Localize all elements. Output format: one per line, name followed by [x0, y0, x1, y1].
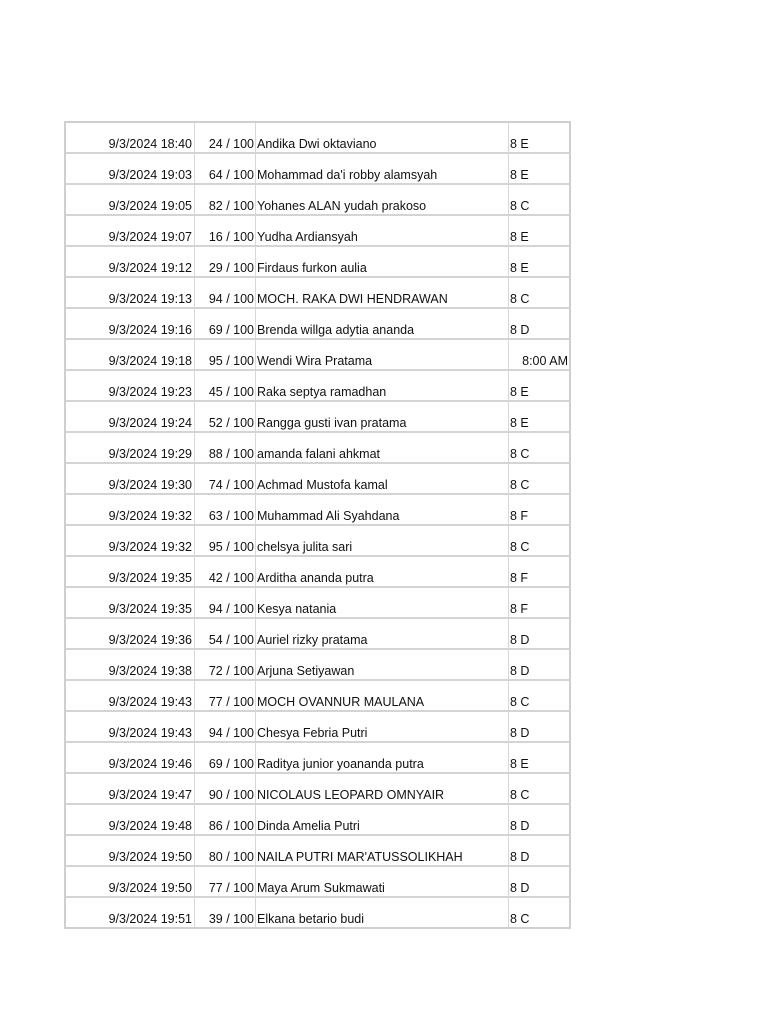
- student-name-cell[interactable]: MOCH. RAKA DWI HENDRAWAN: [256, 278, 509, 307]
- score-cell[interactable]: 90 / 100: [195, 774, 256, 803]
- student-name-cell[interactable]: Raka septya ramadhan: [256, 371, 509, 400]
- student-name-cell[interactable]: Muhammad Ali Syahdana: [256, 495, 509, 524]
- timestamp-cell[interactable]: 9/3/2024 19:29: [66, 433, 195, 462]
- class-cell[interactable]: 8 D: [510, 664, 530, 678]
- table-row: [66, 805, 569, 836]
- table-row: [66, 867, 569, 898]
- table-row: [66, 712, 569, 743]
- timestamp-cell[interactable]: 9/3/2024 19:32: [66, 495, 195, 524]
- score-cell[interactable]: 24 / 100: [195, 123, 256, 152]
- table-row: [66, 216, 569, 247]
- score-cell[interactable]: 74 / 100: [195, 464, 256, 493]
- score-cell[interactable]: 77 / 100: [195, 681, 256, 710]
- table-row: [66, 154, 569, 185]
- timestamp-cell[interactable]: 9/3/2024 19:35: [66, 557, 195, 586]
- student-name-cell[interactable]: Dinda Amelia Putri: [256, 805, 509, 834]
- table-row: [66, 340, 569, 371]
- table-row: [66, 309, 569, 340]
- class-cell[interactable]: 8 E: [510, 137, 529, 151]
- class-cell[interactable]: 8 E: [510, 385, 529, 399]
- timestamp-cell[interactable]: 9/3/2024 19:24: [66, 402, 195, 431]
- table-row: [66, 898, 569, 929]
- table-row: [66, 650, 569, 681]
- table-row: [66, 464, 569, 495]
- timestamp-cell[interactable]: 9/3/2024 19:18: [66, 340, 195, 369]
- score-cell[interactable]: 77 / 100: [195, 867, 256, 896]
- student-name-cell[interactable]: Yudha Ardiansyah: [256, 216, 509, 245]
- class-cell[interactable]: 8 C: [510, 695, 530, 709]
- class-cell[interactable]: 8 E: [510, 168, 529, 182]
- timestamp-cell[interactable]: 9/3/2024 19:47: [66, 774, 195, 803]
- score-cell[interactable]: 72 / 100: [195, 650, 256, 679]
- table-row: [66, 278, 569, 309]
- student-name-cell[interactable]: Brenda willga adytia ananda: [256, 309, 509, 338]
- table-row: [66, 557, 569, 588]
- table-row: [66, 402, 569, 433]
- class-cell[interactable]: 8 D: [510, 881, 530, 895]
- timestamp-cell[interactable]: 9/3/2024 19:48: [66, 805, 195, 834]
- class-cell[interactable]: 8 C: [510, 912, 530, 926]
- class-cell[interactable]: 8 C: [510, 447, 530, 461]
- timestamp-cell[interactable]: 9/3/2024 19:07: [66, 216, 195, 245]
- timestamp-cell[interactable]: 9/3/2024 19:43: [66, 681, 195, 710]
- score-cell[interactable]: 52 / 100: [195, 402, 256, 431]
- timestamp-cell[interactable]: 9/3/2024 19:38: [66, 650, 195, 679]
- timestamp-cell[interactable]: 9/3/2024 19:51: [66, 898, 195, 927]
- score-cell[interactable]: 69 / 100: [195, 309, 256, 338]
- score-cell[interactable]: 94 / 100: [195, 278, 256, 307]
- student-name-cell[interactable]: Auriel rizky pratama: [256, 619, 509, 648]
- timestamp-cell[interactable]: 9/3/2024 19:12: [66, 247, 195, 276]
- timestamp-cell[interactable]: 9/3/2024 19:36: [66, 619, 195, 648]
- score-cell[interactable]: 88 / 100: [195, 433, 256, 462]
- table-row: [66, 743, 569, 774]
- score-cell[interactable]: 69 / 100: [195, 743, 256, 772]
- class-cell[interactable]: 8 E: [510, 757, 529, 771]
- class-cell[interactable]: 8 C: [510, 478, 530, 492]
- student-name-cell[interactable]: Wendi Wira Pratama: [256, 340, 509, 369]
- student-name-cell[interactable]: NAILA PUTRI MAR'ATUSSOLIKHAH: [256, 836, 509, 865]
- score-cell[interactable]: 82 / 100: [195, 185, 256, 214]
- table-row: [66, 185, 569, 216]
- student-name-cell[interactable]: Achmad Mustofa kamal: [256, 464, 509, 493]
- table-row: [66, 526, 569, 557]
- student-name-cell[interactable]: Raditya junior yoananda putra: [256, 743, 509, 772]
- timestamp-cell[interactable]: 9/3/2024 19:13: [66, 278, 195, 307]
- class-cell[interactable]: 8 F: [510, 509, 529, 523]
- timestamp-cell[interactable]: 9/3/2024 19:30: [66, 464, 195, 493]
- score-cell[interactable]: 64 / 100: [195, 154, 256, 183]
- timestamp-cell[interactable]: 9/3/2024 19:50: [66, 867, 195, 896]
- student-name-cell[interactable]: Maya Arum Sukmawati: [256, 867, 509, 896]
- score-cell[interactable]: 39 / 100: [195, 898, 256, 927]
- table-row: [66, 836, 569, 867]
- table-row: [66, 774, 569, 805]
- timestamp-cell[interactable]: 9/3/2024 19:03: [66, 154, 195, 183]
- timestamp-cell[interactable]: 9/3/2024 19:23: [66, 371, 195, 400]
- timestamp-cell[interactable]: 9/3/2024 19:50: [66, 836, 195, 865]
- class-cell[interactable]: 8 E: [510, 230, 529, 244]
- class-cell[interactable]: 8 C: [510, 199, 530, 213]
- class-cell[interactable]: 8 C: [510, 292, 530, 306]
- student-name-cell[interactable]: Yohanes ALAN yudah prakoso: [256, 185, 509, 214]
- table-row: [66, 619, 569, 650]
- student-name-cell[interactable]: amanda falani ahkmat: [256, 433, 509, 462]
- table-row: [66, 681, 569, 712]
- score-cell[interactable]: 16 / 100: [195, 216, 256, 245]
- class-cell[interactable]: 8 D: [510, 819, 530, 833]
- score-cell[interactable]: 94 / 100: [195, 588, 256, 617]
- score-cell[interactable]: 95 / 100: [195, 340, 256, 369]
- student-name-cell[interactable]: Elkana betario budi: [256, 898, 509, 927]
- student-name-cell[interactable]: Andika Dwi oktaviano: [256, 123, 509, 152]
- spreadsheet-table: [64, 121, 571, 929]
- student-name-cell[interactable]: Mohammad da'i robby alamsyah: [256, 154, 509, 183]
- table-row: [66, 371, 569, 402]
- student-name-cell[interactable]: Chesya Febria Putri: [256, 712, 509, 741]
- timestamp-cell[interactable]: 9/3/2024 18:40: [66, 123, 195, 152]
- class-cell[interactable]: 8:00 AM: [522, 354, 568, 368]
- timestamp-cell[interactable]: 9/3/2024 19:35: [66, 588, 195, 617]
- student-name-cell[interactable]: Kesya natania: [256, 588, 509, 617]
- student-name-cell[interactable]: Arditha ananda putra: [256, 557, 509, 586]
- score-cell[interactable]: 95 / 100: [195, 526, 256, 555]
- class-cell[interactable]: 8 D: [510, 726, 530, 740]
- student-name-cell[interactable]: Firdaus furkon aulia: [256, 247, 509, 276]
- class-cell[interactable]: 8 E: [510, 261, 529, 275]
- table-row: [66, 433, 569, 464]
- class-cell[interactable]: 8 F: [510, 571, 529, 585]
- timestamp-cell[interactable]: 9/3/2024 19:43: [66, 712, 195, 741]
- table-row: [66, 247, 569, 278]
- student-name-cell[interactable]: Rangga gusti ivan pratama: [256, 402, 509, 431]
- score-cell[interactable]: 45 / 100: [195, 371, 256, 400]
- timestamp-cell[interactable]: 9/3/2024 19:16: [66, 309, 195, 338]
- score-cell[interactable]: 86 / 100: [195, 805, 256, 834]
- class-cell[interactable]: 8 F: [510, 602, 529, 616]
- student-name-cell[interactable]: NICOLAUS LEOPARD OMNYAIR: [256, 774, 509, 803]
- table-row: [66, 123, 569, 154]
- class-cell[interactable]: 8 D: [510, 850, 530, 864]
- score-cell[interactable]: 54 / 100: [195, 619, 256, 648]
- timestamp-cell[interactable]: 9/3/2024 19:46: [66, 743, 195, 772]
- score-cell[interactable]: 42 / 100: [195, 557, 256, 586]
- score-cell[interactable]: 63 / 100: [195, 495, 256, 524]
- class-cell[interactable]: 8 D: [510, 323, 530, 337]
- student-name-cell[interactable]: MOCH OVANNUR MAULANA: [256, 681, 509, 710]
- score-cell[interactable]: 29 / 100: [195, 247, 256, 276]
- class-cell[interactable]: 8 C: [510, 540, 530, 554]
- table-row: [66, 495, 569, 526]
- score-cell[interactable]: 94 / 100: [195, 712, 256, 741]
- class-cell[interactable]: 8 D: [510, 633, 530, 647]
- timestamp-cell[interactable]: 9/3/2024 19:32: [66, 526, 195, 555]
- class-cell[interactable]: 8 E: [510, 416, 529, 430]
- table-row: [66, 588, 569, 619]
- class-cell[interactable]: 8 C: [510, 788, 530, 802]
- student-name-cell[interactable]: chelsya julita sari: [256, 526, 509, 555]
- student-name-cell[interactable]: Arjuna Setiyawan: [256, 650, 509, 679]
- timestamp-cell[interactable]: 9/3/2024 19:05: [66, 185, 195, 214]
- score-cell[interactable]: 80 / 100: [195, 836, 256, 865]
